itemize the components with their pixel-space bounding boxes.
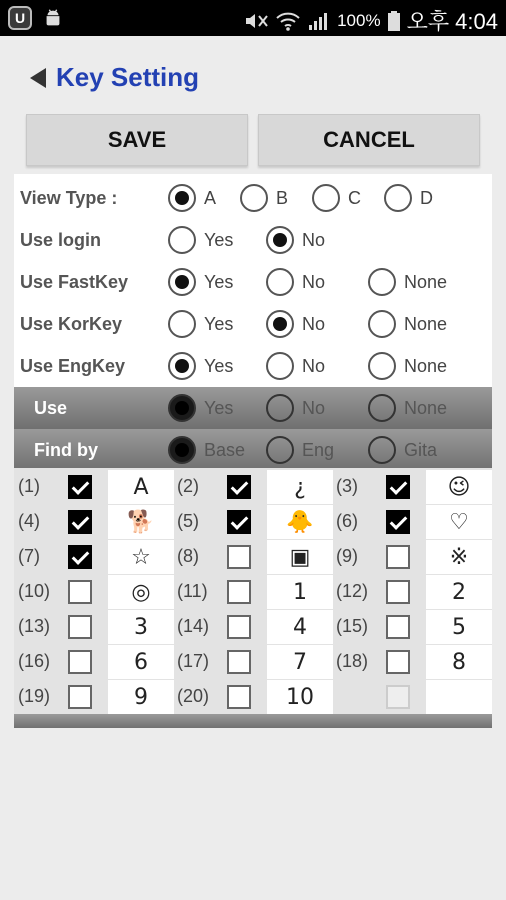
radio-button[interactable] [266, 226, 294, 254]
radio-label: None [404, 355, 448, 376]
key-checkbox[interactable] [68, 545, 92, 569]
radio-button[interactable] [266, 352, 294, 380]
radio-option[interactable] [168, 226, 233, 254]
setting-label: Use EngKey [20, 355, 126, 376]
radio-option[interactable] [266, 352, 325, 380]
radio-option[interactable] [368, 394, 447, 422]
key-cell [334, 540, 492, 574]
key-number: (2) [177, 476, 199, 496]
key-checkbox[interactable] [386, 580, 410, 604]
key-checkbox[interactable] [386, 475, 410, 499]
radio-label: Yes [204, 355, 234, 376]
key-value[interactable]: 🐥 [267, 505, 333, 539]
key-value[interactable]: 4 [267, 610, 333, 644]
key-cell [16, 645, 174, 679]
key-number: (16) [18, 651, 51, 671]
setting-row [14, 303, 492, 345]
radio-option[interactable] [266, 394, 325, 422]
radio-option[interactable] [312, 184, 361, 212]
radio-option[interactable] [168, 268, 233, 296]
radio-option[interactable] [168, 394, 233, 422]
key-number: (15) [336, 616, 369, 636]
radio-label: Yes [204, 229, 234, 250]
wifi-icon [275, 10, 301, 32]
key-value[interactable]: 🐕 [108, 505, 174, 539]
key-grid [14, 468, 492, 714]
setting-row [14, 345, 492, 387]
radio-label: No [302, 313, 326, 334]
radio-button[interactable] [168, 394, 196, 422]
cancel-button[interactable]: CANCEL [258, 114, 480, 166]
key-value[interactable]: 9 [108, 680, 174, 714]
key-cell [334, 575, 492, 609]
key-value[interactable]: 6 [108, 645, 174, 679]
empty-key-cell [334, 680, 492, 714]
key-number: (17) [177, 651, 210, 671]
signal-icon [307, 10, 331, 32]
key-checkbox[interactable] [68, 650, 92, 674]
key-number: (18) [336, 651, 369, 671]
key-number: (12) [336, 581, 369, 601]
key-value[interactable]: 😉 [426, 470, 492, 504]
setting-row [14, 429, 492, 471]
disabled-checkbox [386, 685, 410, 709]
radio-button[interactable] [384, 184, 412, 212]
radio-option[interactable] [168, 436, 245, 464]
key-checkbox[interactable] [68, 580, 92, 604]
key-checkbox[interactable] [386, 545, 410, 569]
setting-label: View Type : [20, 187, 118, 208]
radio-label: None [404, 271, 448, 292]
key-value[interactable]: 8 [426, 645, 492, 679]
key-value[interactable]: ¿ [267, 470, 333, 504]
key-cell [16, 575, 174, 609]
key-cell [175, 680, 333, 714]
radio-button[interactable] [168, 352, 196, 380]
back-arrow-icon[interactable] [30, 68, 46, 88]
grid-bottom-bar [14, 714, 492, 728]
radio-option[interactable] [266, 310, 325, 338]
radio-label: None [404, 397, 448, 418]
radio-button[interactable] [168, 436, 196, 464]
android-icon [42, 7, 64, 29]
key-value[interactable]: 3 [108, 610, 174, 644]
key-checkbox[interactable] [386, 615, 410, 639]
key-checkbox[interactable] [227, 615, 251, 639]
radio-label: Yes [204, 271, 234, 292]
key-cell [175, 540, 333, 574]
key-checkbox[interactable] [386, 510, 410, 534]
key-checkbox[interactable] [68, 685, 92, 709]
radio-label: None [404, 313, 448, 334]
radio-button[interactable] [168, 184, 196, 212]
key-number: (14) [177, 616, 210, 636]
key-checkbox[interactable] [227, 510, 251, 534]
radio-label: No [302, 271, 326, 292]
radio-option[interactable] [240, 184, 288, 212]
radio-option[interactable] [384, 184, 433, 212]
page-title: Key Setting [56, 62, 200, 92]
radio-label: Base [204, 439, 246, 460]
key-number: (13) [18, 616, 51, 636]
key-value[interactable]: A [108, 470, 174, 504]
key-cell [334, 645, 492, 679]
key-checkbox[interactable] [227, 545, 251, 569]
key-cell [175, 470, 333, 504]
key-value[interactable]: 10 [267, 680, 333, 714]
key-number: (8) [177, 546, 199, 566]
key-number: (11) [177, 581, 208, 601]
radio-option[interactable] [266, 226, 325, 254]
battery-icon [387, 10, 401, 32]
radio-option[interactable] [368, 268, 447, 296]
radio-label: No [302, 355, 326, 376]
setting-label: Use login [20, 229, 102, 250]
radio-label: No [302, 397, 326, 418]
radio-button[interactable] [312, 184, 340, 212]
key-value[interactable]: ♡ [426, 505, 492, 539]
radio-button[interactable] [368, 352, 396, 380]
key-checkbox[interactable] [227, 650, 251, 674]
radio-label: B [276, 187, 289, 208]
key-number: (7) [18, 546, 40, 566]
key-cell [334, 610, 492, 644]
key-value[interactable]: 7 [267, 645, 333, 679]
key-cell [175, 505, 333, 539]
radio-button[interactable] [368, 394, 396, 422]
key-cell [175, 645, 333, 679]
radio-option[interactable] [266, 436, 334, 464]
key-cell [334, 470, 492, 504]
save-button[interactable]: SAVE [26, 114, 248, 166]
key-checkbox[interactable] [386, 650, 410, 674]
radio-button[interactable] [168, 226, 196, 254]
radio-option[interactable] [168, 352, 233, 380]
app-notification-icon: U [8, 6, 32, 30]
header [30, 62, 199, 93]
key-number: (4) [18, 511, 40, 531]
key-checkbox[interactable] [227, 685, 251, 709]
key-checkbox[interactable] [227, 580, 251, 604]
key-number: (19) [18, 686, 51, 706]
status-bar [0, 0, 506, 36]
radio-label: Yes [204, 313, 234, 334]
radio-label: D [420, 187, 433, 208]
key-cell [175, 610, 333, 644]
key-value[interactable]: ◎ [108, 575, 174, 609]
key-number: (1) [18, 476, 40, 496]
radio-button[interactable] [240, 184, 268, 212]
key-cell [16, 540, 174, 574]
setting-label: Use KorKey [20, 313, 123, 334]
setting-row [14, 177, 492, 219]
key-value[interactable]: ☆ [108, 540, 174, 574]
setting-row [14, 261, 492, 303]
radio-button[interactable] [266, 268, 294, 296]
key-value[interactable]: ※ [426, 540, 492, 574]
key-number: (5) [177, 511, 199, 531]
setting-row [14, 387, 492, 429]
key-number: (9) [336, 546, 358, 566]
radio-option[interactable] [368, 352, 447, 380]
radio-option[interactable] [368, 436, 437, 464]
key-value[interactable]: 5 [426, 610, 492, 644]
key-number: (6) [336, 511, 358, 531]
radio-button[interactable] [368, 310, 396, 338]
radio-option[interactable] [168, 184, 216, 212]
mute-icon [243, 10, 269, 32]
radio-button[interactable] [368, 436, 396, 464]
key-checkbox[interactable] [227, 475, 251, 499]
radio-option[interactable] [368, 310, 447, 338]
radio-label: Gita [404, 439, 438, 460]
radio-label: No [302, 229, 326, 250]
radio-label: C [348, 187, 361, 208]
key-cell [16, 470, 174, 504]
key-checkbox[interactable] [68, 615, 92, 639]
radio-button[interactable] [368, 268, 396, 296]
key-cell [334, 505, 492, 539]
key-number: (3) [336, 476, 358, 496]
clock: 오후 4:04 [406, 9, 498, 34]
key-value[interactable]: 2 [426, 575, 492, 609]
key-checkbox[interactable] [68, 475, 92, 499]
radio-option[interactable] [266, 268, 325, 296]
key-value[interactable]: 1 [267, 575, 333, 609]
key-cell [16, 610, 174, 644]
key-number: (20) [177, 686, 210, 706]
radio-label: Yes [204, 397, 234, 418]
key-checkbox[interactable] [68, 510, 92, 534]
radio-button[interactable] [266, 310, 294, 338]
key-cell [16, 505, 174, 539]
setting-label: Find by [34, 439, 98, 460]
setting-label: Use FastKey [20, 271, 129, 292]
setting-row [14, 219, 492, 261]
key-number: (10) [18, 581, 51, 601]
radio-button[interactable] [168, 310, 196, 338]
setting-label: Use [34, 397, 68, 418]
empty-key-value [426, 680, 492, 714]
radio-label: A [204, 187, 217, 208]
key-cell [16, 680, 174, 714]
radio-option[interactable] [168, 310, 233, 338]
key-value[interactable]: ▣ [267, 540, 333, 574]
radio-label: Eng [302, 439, 335, 460]
battery-percent: 100% [337, 10, 381, 30]
key-cell [175, 575, 333, 609]
radio-button[interactable] [266, 394, 294, 422]
radio-button[interactable] [168, 268, 196, 296]
radio-button[interactable] [266, 436, 294, 464]
